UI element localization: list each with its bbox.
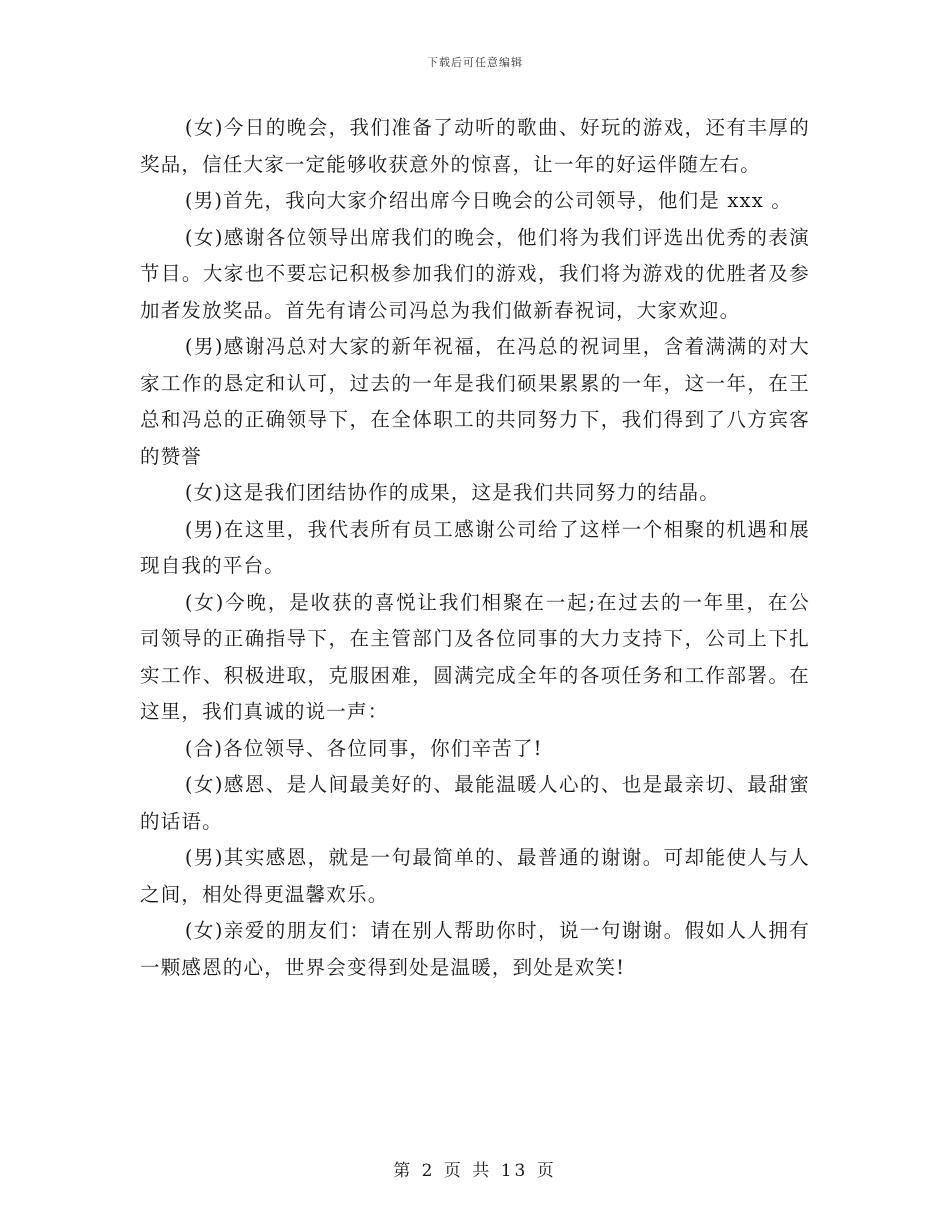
paragraph: (女)感恩、是人间最美好的、最能温暖人心的、也是最亲切、最甜蜜的话语。 — [140, 773, 810, 833]
paragraph: (女)今晚，是收获的喜悦让我们相聚在一起;在过去的一年里，在公司领导的正确指导下，在主管部门及各位同事的大力支持下，公司上下扎实工作、积极进取，克服困难，圆满完成全年的各项任务和工作部署。在这里，我们真诚的说一声： — [140, 590, 810, 723]
page-header: 下载后可任意编辑 — [427, 56, 523, 69]
paragraph: (男)感谢冯总对大家的新年祝福，在冯总的祝词里，含着满满的对大家工作的恳定和认可，过去的一年是我们硕果累累的一年，这一年，在王总和冯总的正确领导下，在全体职工的共同努力下，我们得到了八方宾客的赞誉 — [140, 335, 810, 468]
paragraph: (男)在这里，我代表所有员工感谢公司给了这样一个相聚的机遇和展现自我的平台。 — [140, 517, 810, 577]
paragraph: (女)这是我们团结协作的成果，这是我们共同努力的结晶。 — [184, 481, 720, 504]
paragraph: (合)各位领导、各位同事，你们辛苦了! — [184, 736, 543, 760]
paragraph: (女)亲爱的朋友们：请在别人帮助你时，说一句谢谢。假如人人拥有一颗感恩的心，世界会变得到处是温暖，到处是欢笑! — [140, 919, 810, 979]
paragraph: (男)其实感恩，就是一句最简单的、最普通的谢谢。可却能使人与人之间，相处得更温馨欢乐。 — [140, 846, 810, 906]
paragraph: (男)首先，我向大家介绍出席今日晚会的公司领导，他们是 xxx 。 — [184, 189, 793, 212]
paragraph: (女)今日的晚会，我们准备了动听的歌曲、好玩的游戏，还有丰厚的奖品，信任大家一定能够收获意外的惊喜，让一年的好运伴随左右。 — [140, 116, 810, 176]
paragraph: (女)感谢各位领导出席我们的晚会，他们将为我们评选出优秀的表演节目。大家也不要忘记积极参加我们的游戏，我们将为游戏的优胜者及参加者发放奖品。首先有请公司冯总为我们做新春祝词，大家欢迎。 — [140, 225, 810, 322]
page-footer: 第 2 页 共 13 页 — [393, 1161, 557, 1181]
document-body — [140, 110, 810, 986]
